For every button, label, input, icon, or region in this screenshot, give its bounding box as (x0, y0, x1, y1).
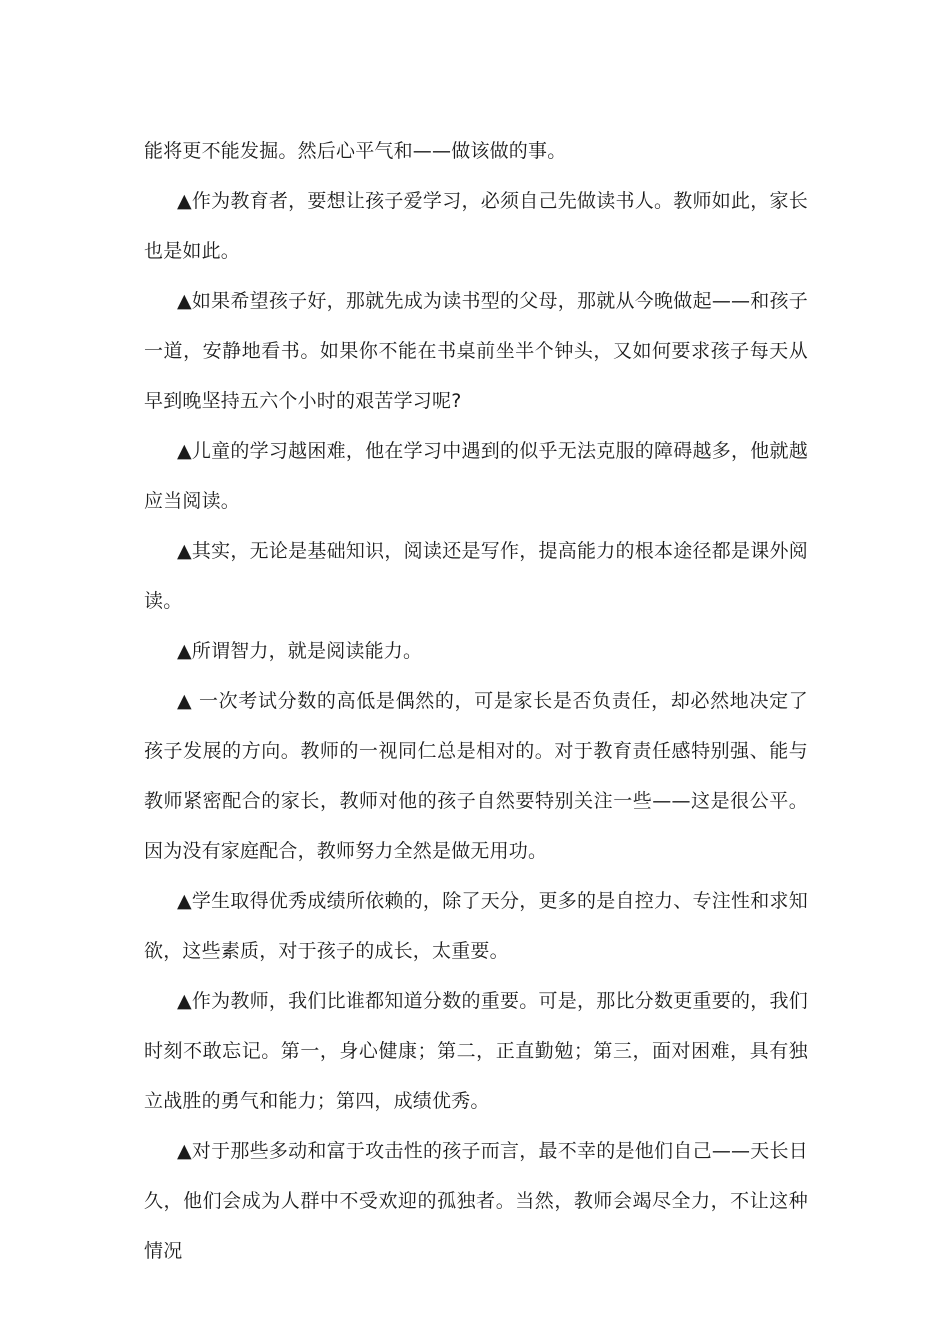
paragraph-9: ▲作为教师，我们比谁都知道分数的重要。可是，那比分数更重要的，我们时刻不敢忘记。第一，身心健康；第二，正直勤勉；第三，面对困难，具有独立战胜的勇气和能力；第四，成绩优秀。 (144, 990, 808, 1112)
paragraph-5: ▲其实，无论是基础知识，阅读还是写作，提高能力的根本途径都是课外阅读。 (144, 540, 808, 612)
paragraph-3: ▲如果希望孩子好，那就先成为读书型的父母，那就从今晚做起——和孩子一道，安静地看书。如果你不能在书桌前坐半个钟头，又如何要求孩子每天从早到晚坚持五六个小时的艰苦学习呢? (144, 290, 808, 412)
document-body (144, 126, 808, 1276)
paragraph-1: 能将更不能发掘。然后心平气和——做该做的事。 (144, 140, 567, 162)
paragraph-2: ▲作为教育者，要想让孩子爱学习，必须自己先做读书人。教师如此，家长也是如此。 (144, 190, 808, 262)
paragraph-7: ▲ 一次考试分数的高低是偶然的，可是家长是否负责任，却必然地决定了孩子发展的方向。教师的一视同仁总是相对的。对于教育责任感特别强、能与教师紧密配合的家长，教师对他的孩子自然要特别关注一些——这是很公平。因为没有家庭配合，教师努力全然是做无用功。 (144, 690, 808, 862)
paragraph-8: ▲学生取得优秀成绩所依赖的，除了天分，更多的是自控力、专注性和求知欲，这些素质，对于孩子的成长，太重要。 (144, 890, 808, 962)
paragraph-6: ▲所谓智力，就是阅读能力。 (177, 640, 423, 662)
paragraph-10: ▲对于那些多动和富于攻击性的孩子而言，最不幸的是他们自己——天长日久，他们会成为人群中不受欢迎的孤独者。当然，教师会竭尽全力，不让这种情况 (144, 1140, 808, 1262)
paragraph-4: ▲儿童的学习越困难，他在学习中遇到的似乎无法克服的障碍越多，他就越应当阅读。 (144, 440, 808, 512)
